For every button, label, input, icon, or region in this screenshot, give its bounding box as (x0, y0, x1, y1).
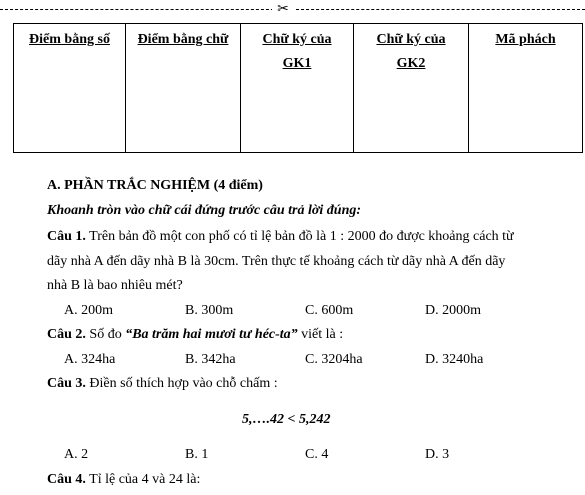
q3-line (47, 376, 278, 392)
q2-text-post: viết là : (297, 327, 344, 342)
header-signature-gk1 (241, 24, 354, 153)
q1-option-c[interactable]: C. 600m (305, 303, 354, 318)
q1-line2: dãy nhà A đến dãy nhà B là 30cm. Trên thực tế khoảng cách từ dãy nhà A đến dãy (47, 254, 506, 269)
header-score-words: Điểm bằng chữ (126, 24, 241, 153)
q2-option-c[interactable]: C. 3204ha (305, 352, 363, 367)
q1-text1: Trên bản đồ một con phố có tỉ lệ bản đồ là 1 : 2000 đo được khoảng cách từ (85, 229, 514, 244)
q2-quote: “Ba trăm hai mươi tư héc-ta” (125, 327, 298, 342)
q1-line1 (47, 229, 514, 245)
q2-label: Câu 2. (47, 327, 86, 342)
header-code: Mã phách (469, 24, 583, 153)
q4-text: Tỉ lệ của 4 và 24 là: (85, 472, 201, 487)
header-signature-gk2 (354, 24, 469, 153)
header-score-number: Điểm bằng số (14, 24, 126, 153)
q1-label: Câu 1. (47, 229, 86, 244)
q1-option-d[interactable]: D. 2000m (425, 303, 481, 318)
scissors-icon: ✂ (272, 0, 294, 18)
q3-expression: 5,….42 < 5,242 (242, 412, 331, 427)
q2-line (47, 327, 343, 343)
q3-option-c[interactable]: C. 4 (305, 447, 329, 462)
q2-option-b[interactable]: B. 342ha (185, 352, 236, 367)
q2-option-d[interactable]: D. 3240ha (425, 352, 484, 367)
q1-option-b[interactable]: B. 300m (185, 303, 234, 318)
q1-option-a[interactable]: A. 200m (64, 303, 113, 318)
q1-line3: nhà B là bao nhiêu mét? (47, 278, 183, 293)
q2-text-pre: Số đo (85, 327, 126, 342)
q4-label: Câu 4. (47, 472, 86, 487)
q3-option-b[interactable]: B. 1 (185, 447, 209, 462)
q3-option-a[interactable]: A. 2 (64, 447, 89, 462)
q3-option-d[interactable]: D. 3 (425, 447, 450, 462)
section-title: A. PHẦN TRẮC NGHIỆM (4 điểm) (47, 178, 263, 193)
q4-line (47, 472, 200, 488)
header-signature-gk1-line2: GK1 (282, 56, 312, 71)
section-instruction: Khoanh tròn vào chữ cái đứng trước câu trả lời đúng: (47, 203, 362, 218)
q3-label: Câu 3. (47, 376, 86, 391)
q2-option-a[interactable]: A. 324ha (64, 352, 116, 367)
header-signature-gk2-line1: Chữ ký của (376, 32, 446, 47)
q3-text: Điền số thích hợp vào chỗ chấm : (85, 376, 278, 391)
header-signature-gk2-line2: GK2 (396, 56, 426, 71)
header-signature-gk1-line1: Chữ ký của (262, 32, 332, 47)
grading-table (13, 23, 583, 153)
